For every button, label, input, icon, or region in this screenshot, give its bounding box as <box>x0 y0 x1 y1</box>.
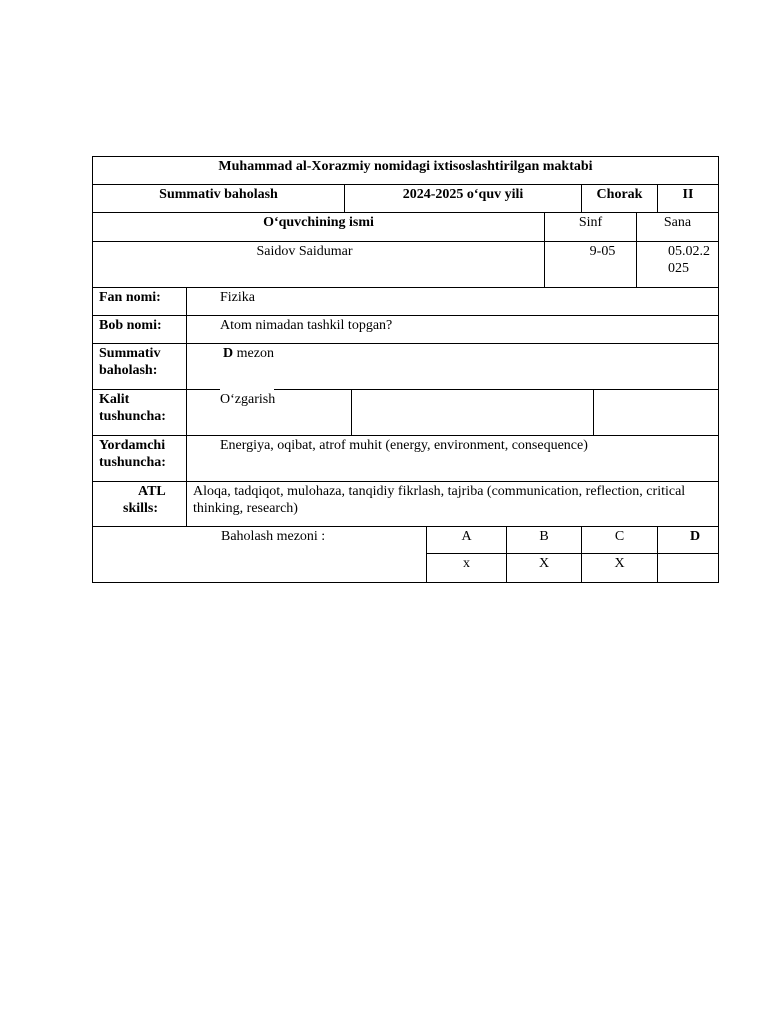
key-concept-label-line2: tushuncha: <box>99 409 166 424</box>
criterion-c-header-text: C <box>614 529 625 544</box>
criterion-a-mark-text: x <box>463 556 470 571</box>
student-name-label: O‘quvchining ismi <box>263 215 374 230</box>
date-label-cell <box>636 212 719 242</box>
key-concept-label-cell <box>92 389 187 436</box>
related-concept-value: Energiya, oqibat, atrof muhit (energy, environment, consequence) <box>220 438 588 453</box>
class-label-cell <box>544 212 637 242</box>
date-value-line1: 05.02.2 <box>668 244 710 259</box>
assessment-type: Summativ baholash <box>159 187 278 202</box>
criterion-d-header-text: D <box>689 529 701 544</box>
key-concept-empty-cell-1 <box>351 389 594 436</box>
summative-criterion-suffix: mezon <box>233 346 274 361</box>
related-concept-label-line1: Yordamchi <box>99 438 166 453</box>
criterion-b-mark-text: X <box>538 556 550 571</box>
criteria-label-cell <box>92 526 427 583</box>
student-name-label-cell <box>92 212 545 242</box>
related-concept-label-line2: tushuncha: <box>99 455 166 470</box>
key-concept-empty-cell-2 <box>593 389 719 436</box>
subject-value: Fizika <box>220 290 255 305</box>
chapter-label-cell <box>92 315 187 344</box>
school-name-cell <box>92 156 719 185</box>
assessment-type-cell <box>92 184 345 213</box>
atl-label-line1: ATL <box>138 484 166 499</box>
criterion-a-header-text: A <box>461 529 472 544</box>
criteria-label: Baholash mezoni : <box>221 529 326 544</box>
chapter-label: Bob nomi: <box>99 318 162 333</box>
criterion-a-header <box>426 526 507 554</box>
key-concept-label-line1: Kalit <box>99 392 130 407</box>
school-name: Muhammad al-Xorazmiy nomidagi ixtisoslashtirilgan maktabi <box>218 159 593 174</box>
summative-value-cell <box>186 343 719 390</box>
criterion-b-mark <box>506 553 582 583</box>
criterion-c-header <box>581 526 658 554</box>
key-concept-value-cell <box>186 389 352 436</box>
summative-label-line1: Summativ <box>99 346 161 361</box>
atl-value-line1: Aloqa, tadqiqot, mulohaza, tanqidiy fikrlash, tajriba (communication, reflection, critical <box>193 484 686 499</box>
date-value-cell <box>636 241 719 288</box>
class-label: Sinf <box>578 215 603 230</box>
date-label: Sana <box>663 215 692 230</box>
subject-label-cell <box>92 287 187 316</box>
chapter-value-cell <box>186 315 719 344</box>
class-value-cell <box>544 241 637 288</box>
school-year-cell <box>344 184 582 213</box>
criterion-a-mark <box>426 553 507 583</box>
subject-value-cell <box>186 287 719 316</box>
key-concept-border-gap <box>220 388 274 391</box>
related-concept-value-cell <box>186 435 719 482</box>
criterion-b-header <box>506 526 582 554</box>
quarter-value: II <box>682 187 694 202</box>
summative-criterion: D <box>223 346 234 361</box>
related-concept-label-cell <box>92 435 187 482</box>
criterion-c-mark <box>581 553 658 583</box>
atl-label-line2: skills: <box>123 501 159 516</box>
date-value-line2: 025 <box>668 261 689 276</box>
summative-label-line2: baholash: <box>99 363 158 378</box>
school-year: 2024-2025 o‘quv yili <box>402 187 524 202</box>
subject-label: Fan nomi: <box>99 290 161 305</box>
summative-label-cell <box>92 343 187 390</box>
quarter-label-cell <box>581 184 658 213</box>
criterion-d-header <box>657 526 719 554</box>
atl-value-cell <box>186 481 719 527</box>
student-name-cell <box>92 241 545 288</box>
quarter-value-cell <box>657 184 719 213</box>
chapter-value: Atom nimadan tashkil topgan? <box>220 318 393 333</box>
class-value: 9-05 <box>589 244 616 259</box>
atl-value-line2: thinking, research) <box>193 501 298 516</box>
criterion-d-mark <box>657 553 719 583</box>
criterion-b-header-text: B <box>539 529 549 544</box>
student-name: Saidov Saidumar <box>256 244 353 259</box>
atl-label-cell <box>92 481 187 527</box>
quarter-label: Chorak <box>596 187 643 202</box>
criterion-c-mark-text: X <box>614 556 625 571</box>
key-concept-value: O‘zgarish <box>220 392 276 407</box>
